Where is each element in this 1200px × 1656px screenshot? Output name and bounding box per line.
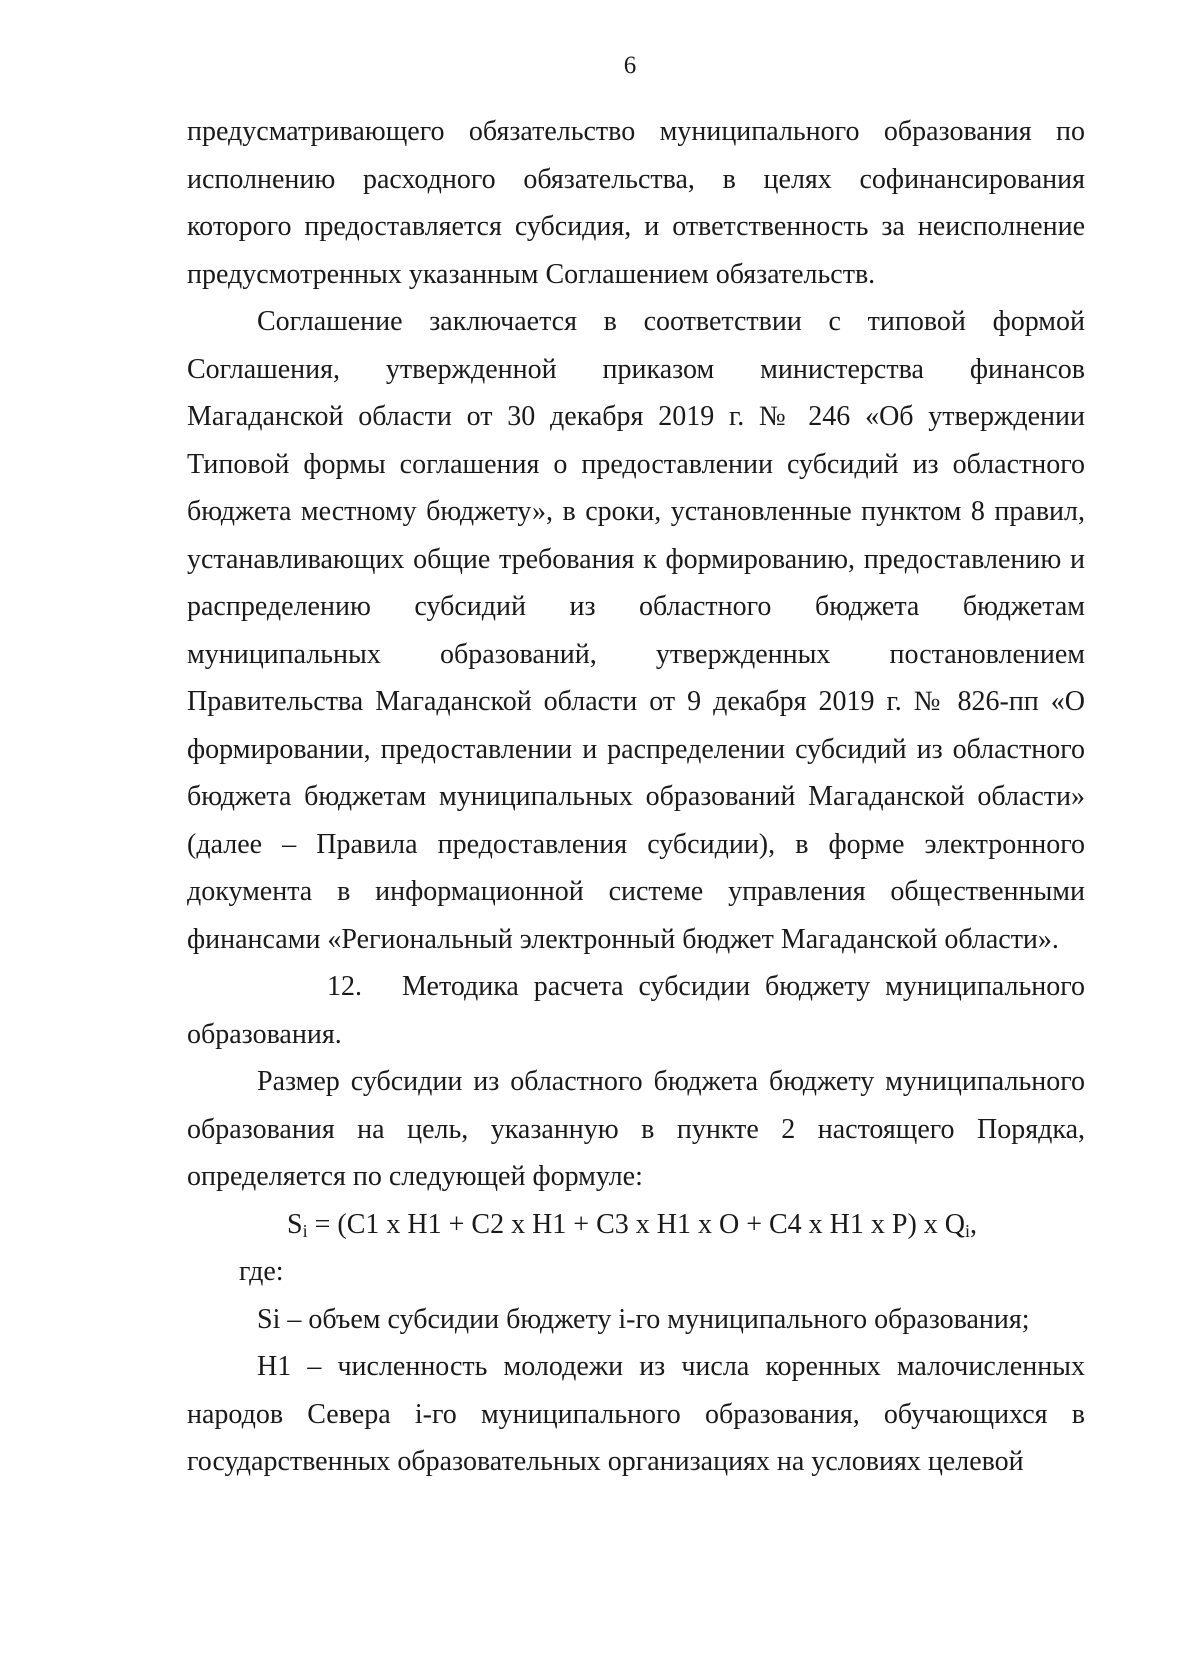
page-number: 6 bbox=[623, 52, 637, 79]
item-number: 12. bbox=[327, 971, 362, 1002]
definition-h1: Н1 – численность молодежи из числа коренных малочисленных народов Севера i-го муниципального образования, обучающихся в государственных образовательных организациях на условиях целевой bbox=[187, 1351, 1085, 1477]
paragraph-subsidy-size: Размер субсидии из областного бюджета бюджету муниципального образования на цель, указанную в пункте 2 настоящего Порядка, определяется по следующей формуле: bbox=[187, 1066, 1085, 1192]
document-body bbox=[187, 108, 1085, 1486]
formula-rhs-subscript: i bbox=[965, 1220, 971, 1241]
paragraph-item-12 bbox=[187, 963, 1085, 1058]
formula-tail: , bbox=[970, 1208, 978, 1240]
formula-lhs: S bbox=[287, 1208, 303, 1240]
subsidy-formula bbox=[187, 1201, 1085, 1249]
formula-body: = (С1 х Н1 + С2 х Н1 + С3 х Н1 х О + С4 х Н1 х Р) х Q bbox=[307, 1208, 966, 1240]
definition-si: Si – объем субсидии бюджету i-го муниципального образования; bbox=[257, 1303, 1030, 1335]
paragraph-agreement-form: Соглашение заключается в соответствии с типовой формой Соглашения, утвержденной приказом министерства финансов Магаданской области от 30 декабря 2019 г. № 246 «Об утверждении Типовой формы соглашения о предоставлении субсидий из областного бюджета местному бюджету», в сроки, установленные пунктом 8 правил, устанавливающих общие требования к формированию, предоставлению и распределению субсидий из областного бюджета бюджетам муниципальных образований, утвержденных постановлением Правительства Магаданской области от 9 декабря 2019 г. № 826-пп «О формировании, предоставлении и распределении субсидий из областного бюджета бюджетам муниципальных образований Магаданской области» (далее – Правила предоставления субсидии), в форме электронного документа в информационной системе управления общественными финансами «Региональный электронный бюджет Магаданской области». bbox=[187, 306, 1085, 955]
item-12-text: Методика расчета субсидии бюджету муниципального образования. bbox=[187, 971, 1085, 1050]
where-label: где: bbox=[239, 1256, 284, 1287]
paragraph-agreement-obligations: предусматривающего обязательство муниципального образования по исполнению расходного обязательства, в целях софинансирования которого предоставляется субсидия, и ответственность за неисполнение предусмотренных указанным Соглашением обязательств. bbox=[187, 116, 1085, 290]
formula-lhs-subscript: i bbox=[302, 1220, 308, 1241]
